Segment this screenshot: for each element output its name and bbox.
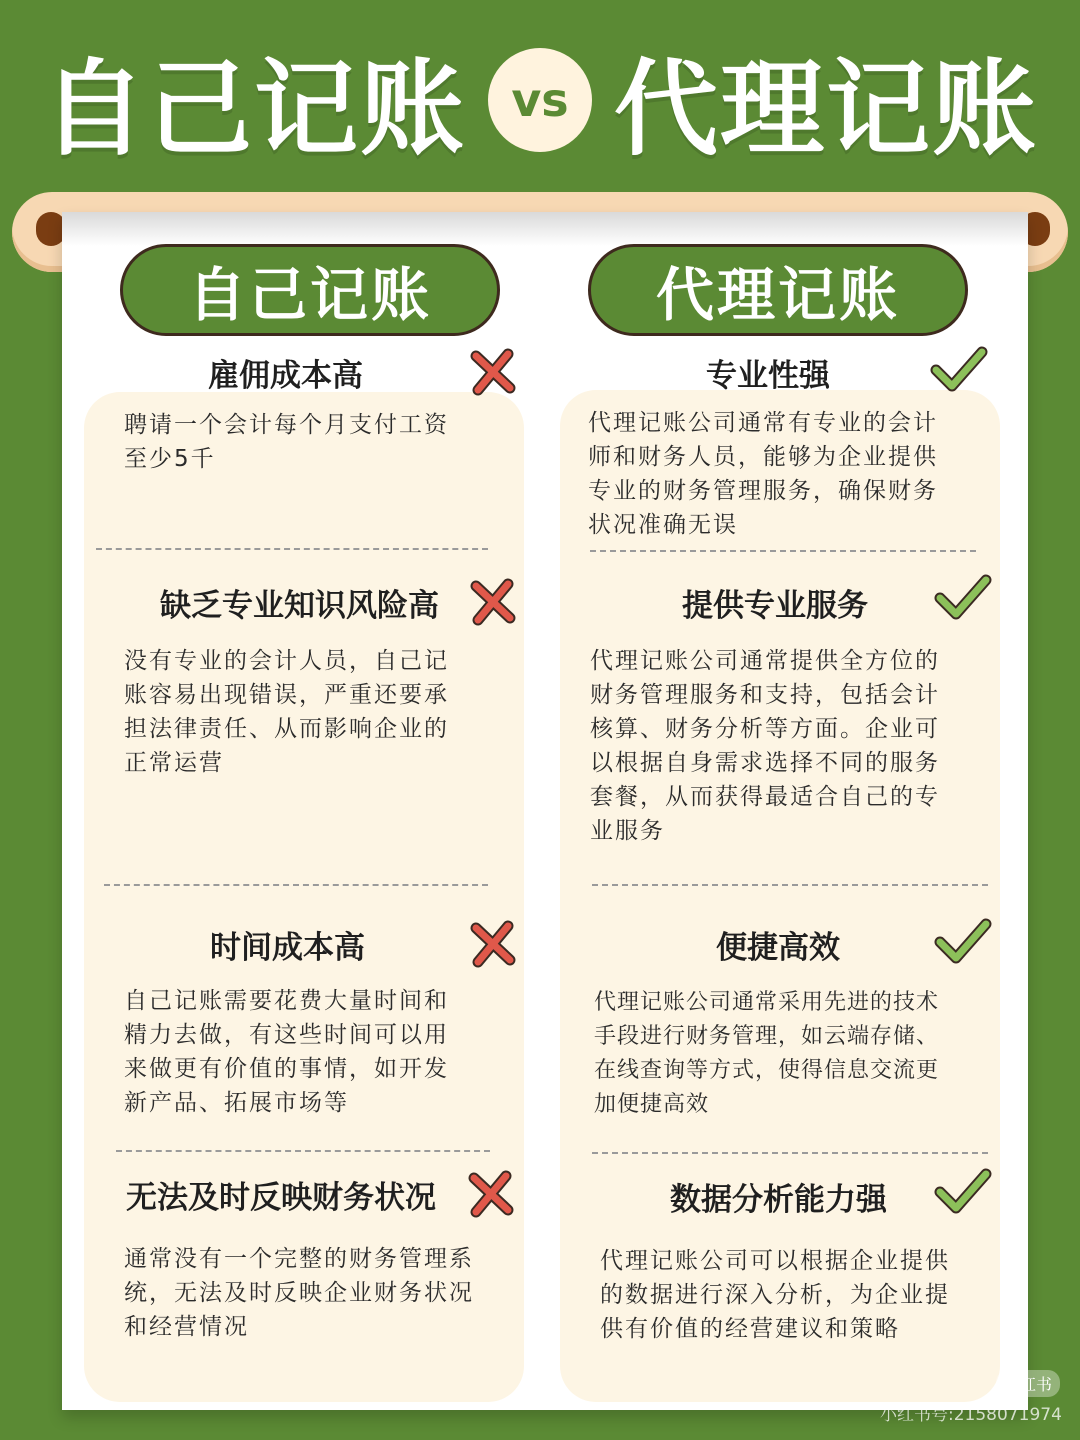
left-item-body [124, 644, 504, 780]
body-line: 和经营情况 [124, 1314, 249, 1340]
cross-icon [468, 918, 518, 968]
divider [96, 548, 488, 550]
vs-label: vs [511, 73, 569, 127]
body-line: 代理记账公司通常提供全方位的 [590, 648, 940, 674]
left-item-heading: 缺乏专业知识风险高 [160, 588, 439, 624]
body-line: 新产品、拓展市场等 [124, 1090, 349, 1116]
check-icon [934, 572, 992, 622]
paper-shade [62, 212, 1028, 246]
right-item-body [588, 406, 988, 542]
divider [590, 550, 976, 552]
body-line: 至少5千 [124, 446, 216, 472]
left-item-body [124, 408, 504, 476]
body-line: 的数据进行深入分析，为企业提 [600, 1282, 950, 1308]
body-line: 师和财务人员，能够为企业提供 [588, 444, 938, 470]
body-line: 来做更有价值的事情，如开发 [124, 1056, 449, 1082]
body-line: 财务管理服务和支持，包括会计 [590, 682, 940, 708]
body-line: 没有专业的会计人员，自己记 [124, 648, 449, 674]
body-line: 在线查询等方式，使得信息交流更 [594, 1058, 940, 1083]
body-line: 代理记账公司可以根据企业提供 [600, 1248, 950, 1274]
cross-icon [466, 1168, 516, 1218]
body-line: 账容易出现错误，严重还要承 [124, 682, 449, 708]
left-item-heading: 时间成本高 [210, 930, 365, 966]
body-line: 精力去做，有这些时间可以用 [124, 1022, 449, 1048]
right-column-header [588, 244, 968, 336]
body-line: 担法律责任、从而影响企业的 [124, 716, 449, 742]
title-right: 代理记账 [614, 48, 1039, 170]
left-item-heading: 雇佣成本高 [208, 358, 363, 394]
left-item-body [124, 984, 504, 1120]
divider [592, 1152, 988, 1154]
body-line: 以根据自身需求选择不同的服务 [590, 750, 940, 776]
vs-badge [488, 48, 592, 152]
body-line: 自己记账需要花费大量时间和 [124, 988, 449, 1014]
right-item-heading: 专业性强 [706, 358, 830, 394]
body-line: 供有价值的经营建议和策略 [600, 1316, 900, 1342]
body-line: 业服务 [590, 818, 665, 844]
cross-icon [468, 576, 518, 626]
watermark-id: 小红书号:2158071974 [880, 1405, 1062, 1425]
body-line: 套餐，从而获得最适合自己的专 [590, 784, 940, 810]
title-left: 自己记账 [41, 48, 466, 170]
right-item-heading: 便捷高效 [716, 930, 840, 966]
watermark-logo: 小红书 [996, 1370, 1060, 1397]
right-item-body [594, 986, 994, 1122]
left-item-heading: 无法及时反映财务状况 [126, 1180, 436, 1216]
body-line: 核算、财务分析等方面。企业可 [590, 716, 940, 742]
body-line: 手段进行财务管理，如云端存储、 [594, 1024, 940, 1049]
title-bar [0, 0, 1080, 200]
left-column-header [120, 244, 500, 336]
divider [104, 884, 488, 886]
body-line: 通常没有一个完整的财务管理系 [124, 1246, 474, 1272]
left-item-body [124, 1242, 514, 1344]
body-line: 代理记账公司通常采用先进的技术 [594, 990, 940, 1015]
divider [592, 884, 988, 886]
body-line: 统，无法及时反映企业财务状况 [124, 1280, 474, 1306]
check-icon [934, 1166, 992, 1216]
right-column-header-label: 代理记账 [655, 261, 900, 329]
check-icon [934, 916, 992, 966]
body-line: 加便捷高效 [594, 1092, 710, 1117]
left-column-header-label: 自己记账 [187, 261, 432, 329]
right-item-heading: 提供专业服务 [682, 588, 868, 624]
check-icon [930, 344, 988, 394]
body-line: 正常运营 [124, 750, 224, 776]
right-item-body [590, 644, 990, 848]
body-line: 状况准确无误 [588, 512, 738, 538]
cross-icon [468, 346, 518, 396]
body-line: 聘请一个会计每个月支付工资 [124, 412, 449, 438]
right-item-heading: 数据分析能力强 [670, 1182, 887, 1218]
divider [116, 1150, 490, 1152]
right-item-body [600, 1244, 996, 1346]
body-line: 专业的财务管理服务，确保财务 [588, 478, 938, 504]
body-line: 代理记账公司通常有专业的会计 [588, 410, 938, 436]
